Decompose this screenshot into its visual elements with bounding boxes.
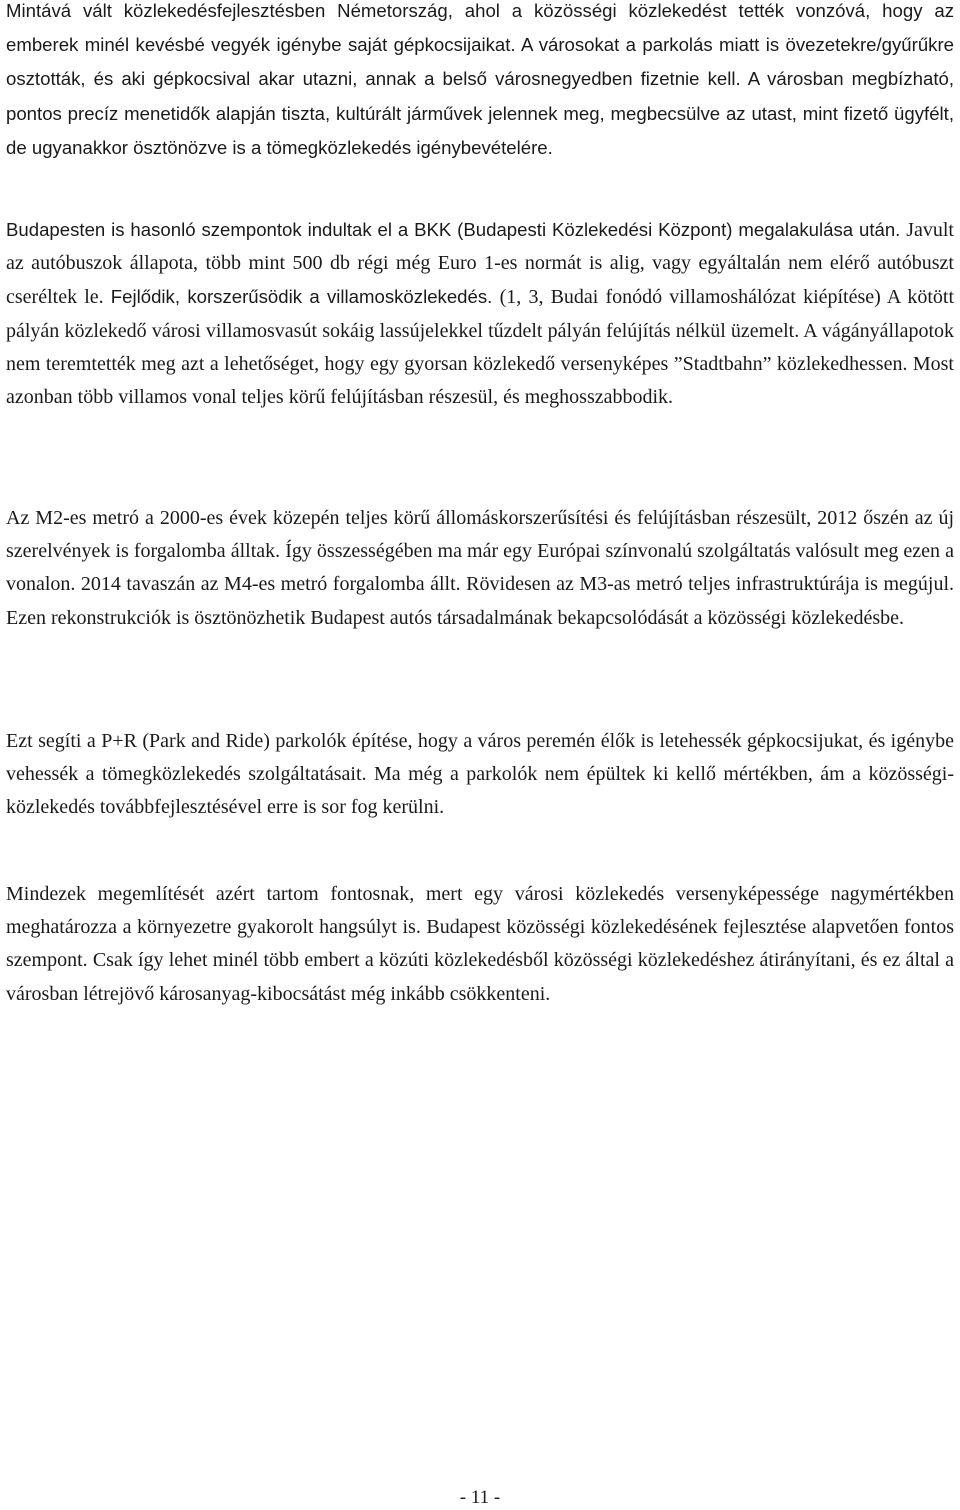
paragraph-text: Javult az autóbuszok állapota, több mint 500 db régi még Euro 1-es normát is alig, vagy egyáltalán nem elérő autóbuszt cseréltek le.	[6, 219, 954, 309]
paragraph-text: Mintává vált közlekedésfejlesztésben Németország, ahol a közösségi közlekedést tették vonzóvá, hogy az emberek minél kevésbé vegyék igénybe saját gépkocsijaikat.	[6, 0, 954, 56]
paragraph-conclusion	[6, 878, 954, 1011]
paragraph-text: Mindezek megemlítését azért tartom fontosnak, mert egy városi közlekedés versenyképessége nagymértékben meghatározza a környezetre gyakorolt hangsúlyt is. Budapest közösségi közlekedésének fejlesztése alapvetően fontos szempont. Csak így lehet minél több embert a közúti közlekedésből közösségi közlekedéshez átirányítani, és ez által a városban létrejövő károsanyag-kibocsátást még inkább csökkenteni.	[6, 883, 954, 1005]
paragraph-text: Budapesten is hasonló szempontok indultak el a BKK (Budapesti Közlekedési Központ) megalakulása után.	[6, 219, 907, 240]
paragraph-germany-example	[6, 0, 954, 165]
paragraph-text: A városokat a parkolás miatt is övezetekre/gyűrűkre osztották, és aki gépkocsival akar utazni, annak a belső városnegyedben fizetnie kell.	[6, 34, 954, 90]
paragraph-metro	[6, 502, 954, 635]
page-number: - 11 -	[459, 1487, 501, 1508]
paragraph-park-and-ride	[6, 725, 954, 825]
paragraph-text: Az M2-es metró a 2000-es évek közepén teljes körű állomáskorszerűsítési és felújításban részesült, 2012 őszén az új szerelvények is forgalomba álltak. Így összességében ma már egy Európai színvonalú szolgáltatás valósult meg ezen a vonalon. 2014 tavaszán az M4-es metró forgalomba állt. Rövidesen az M3-as metró teljes infrastruktúrája is megújul. Ezen rekonstrukciók is ösztönözhetik Budapest autós társadalmának bekapcsolódását a közösségi közlekedésbe.	[6, 507, 954, 629]
paragraph-text: Ezt segíti a P+R (Park and Ride) parkolók építése, hogy a város peremén élők is letehessék gépkocsijukat, és igénybe vehessék a tömegközlekedés szolgáltatásait. Ma még a parkolók nem épültek ki kellő mértékben, ám a közösségi-közlekedés továbbfejlesztésével erre is sor fog kerülni.	[6, 730, 954, 819]
paragraph-text: A városban megbízható, pontos precíz menetidők alapján tiszta, kultúrált járművek jelennek meg, megbecsülve az utast, mint fizető ügyfélt, de ugyanakkor ösztönözve is a tömegközlekedés igénybevételére.	[6, 68, 954, 158]
paragraph-text: Fejlődik, korszerűsödik a villamosközlekedés.	[110, 286, 500, 308]
paragraph-budapest-bkk	[6, 213, 954, 414]
paragraph-text: (1, 3, Budai fonódó villamoshálózat kiépítése) A kötött pályán közlekedő városi villamosvasút sokáig lassújelekkel tűzdelt pályán felújítás nélkül üzemelt. A vágányállapotok nem teremtették meg azt a lehetőséget, hogy egy gyorsan közlekedő versenyképes ”Stadtbahn” közlekedhessen. Most azonban több villamos vonal teljes körű felújításban részesül, és meghosszabbodik.	[6, 286, 954, 409]
